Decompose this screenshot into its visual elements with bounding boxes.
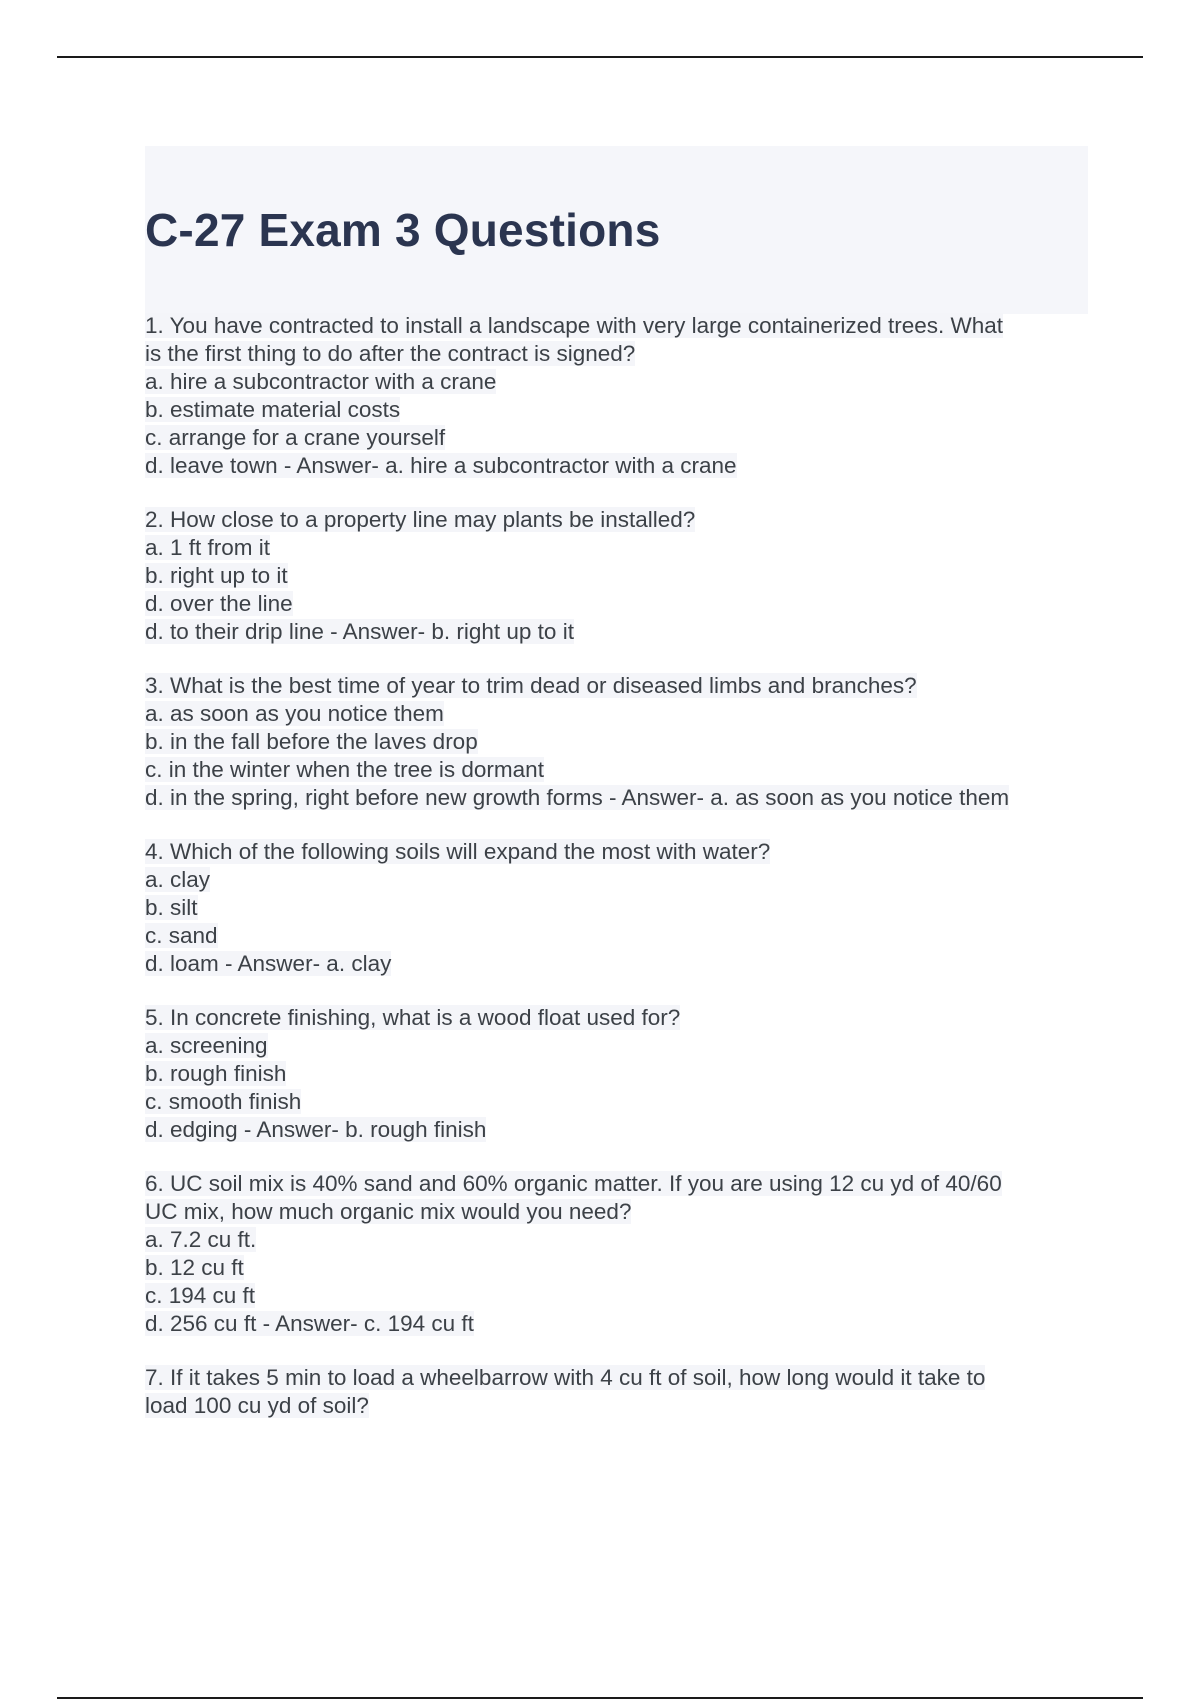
question-line bbox=[145, 950, 1095, 978]
question-line bbox=[145, 1032, 1095, 1060]
question-line bbox=[145, 1392, 1095, 1420]
question-line-text: d. leave town - Answer- a. hire a subcontractor with a crane bbox=[145, 453, 737, 478]
question-line-text: b. right up to it bbox=[145, 563, 288, 588]
question-line-text: d. over the line bbox=[145, 591, 293, 616]
question-line bbox=[145, 534, 1095, 562]
question-line-text: d. 256 cu ft - Answer- c. 194 cu ft bbox=[145, 1311, 474, 1336]
question-line-text: a. 7.2 cu ft. bbox=[145, 1227, 257, 1252]
question-line-text: 4. Which of the following soils will expand the most with water? bbox=[145, 839, 771, 864]
question-line-text: c. 194 cu ft bbox=[145, 1283, 256, 1308]
question-text bbox=[145, 672, 1095, 700]
question-line-text: is the first thing to do after the contract is signed? bbox=[145, 341, 636, 366]
question-line-text: d. in the spring, right before new growth forms - Answer- a. as soon as you notice them bbox=[145, 785, 1010, 810]
question-line bbox=[145, 1282, 1095, 1310]
question-line-text: b. 12 cu ft bbox=[145, 1255, 244, 1280]
question-line-text: c. arrange for a crane yourself bbox=[145, 425, 446, 450]
page-title: C-27 Exam 3 Questions bbox=[145, 204, 661, 256]
question-line bbox=[145, 1254, 1095, 1282]
question-line bbox=[145, 700, 1095, 728]
question-line bbox=[145, 618, 1095, 646]
question-line-text: c. in the winter when the tree is dormant bbox=[145, 757, 544, 782]
question-line bbox=[145, 1060, 1095, 1088]
question-line bbox=[145, 894, 1095, 922]
question-text bbox=[145, 1004, 1095, 1032]
question-line bbox=[145, 1116, 1095, 1144]
question-line-text: b. silt bbox=[145, 895, 198, 920]
question-line-text: a. hire a subcontractor with a crane bbox=[145, 369, 497, 394]
question-line-text: 7. If it takes 5 min to load a wheelbarrow with 4 cu ft of soil, how long would it take to bbox=[145, 1365, 986, 1390]
question-line-text: a. 1 ft from it bbox=[145, 535, 271, 560]
question-block bbox=[145, 1170, 1095, 1338]
question-line-text: 1. You have contracted to install a landscape with very large containerized trees. What bbox=[145, 313, 1003, 338]
question-line-text: a. clay bbox=[145, 867, 211, 892]
question-line bbox=[145, 562, 1095, 590]
question-line bbox=[145, 590, 1095, 618]
question-line-text: UC mix, how much organic mix would you need? bbox=[145, 1199, 632, 1224]
question-block bbox=[145, 506, 1095, 646]
question-line-text: b. in the fall before the laves drop bbox=[145, 729, 478, 754]
question-line bbox=[145, 1088, 1095, 1116]
question-block bbox=[145, 838, 1095, 978]
question-block bbox=[145, 1364, 1095, 1420]
question-line bbox=[145, 784, 1095, 812]
question-line bbox=[145, 922, 1095, 950]
question-line-text: b. rough finish bbox=[145, 1061, 287, 1086]
question-list bbox=[145, 312, 1095, 1446]
question-line bbox=[145, 866, 1095, 894]
question-line-text: 5. In concrete finishing, what is a wood float used for? bbox=[145, 1005, 681, 1030]
question-block bbox=[145, 1004, 1095, 1144]
question-text bbox=[145, 838, 1095, 866]
question-line bbox=[145, 728, 1095, 756]
question-block bbox=[145, 312, 1095, 480]
top-divider bbox=[57, 56, 1143, 58]
question-block bbox=[145, 672, 1095, 812]
question-line-text: a. screening bbox=[145, 1033, 268, 1058]
question-line bbox=[145, 1198, 1095, 1226]
question-line bbox=[145, 368, 1095, 396]
question-text bbox=[145, 1364, 1095, 1392]
question-line-text: load 100 cu yd of soil? bbox=[145, 1393, 369, 1418]
question-line-text: 3. What is the best time of year to trim dead or diseased limbs and branches? bbox=[145, 673, 917, 698]
question-line-text: c. sand bbox=[145, 923, 218, 948]
question-line bbox=[145, 1310, 1095, 1338]
question-line-text: d. loam - Answer- a. clay bbox=[145, 951, 392, 976]
question-text bbox=[145, 506, 1095, 534]
question-line bbox=[145, 1226, 1095, 1254]
question-line bbox=[145, 756, 1095, 784]
bottom-divider bbox=[57, 1697, 1143, 1699]
question-line bbox=[145, 340, 1095, 368]
question-line-text: d. edging - Answer- b. rough finish bbox=[145, 1117, 487, 1142]
question-line-text: a. as soon as you notice them bbox=[145, 701, 444, 726]
question-line bbox=[145, 452, 1095, 480]
question-line-text: d. to their drip line - Answer- b. right up to it bbox=[145, 619, 574, 644]
question-line bbox=[145, 424, 1095, 452]
question-text bbox=[145, 1170, 1095, 1198]
question-line bbox=[145, 396, 1095, 424]
question-line-text: 2. How close to a property line may plants be installed? bbox=[145, 507, 696, 532]
question-line-text: b. estimate material costs bbox=[145, 397, 401, 422]
question-line-text: 6. UC soil mix is 40% sand and 60% organic matter. If you are using 12 cu yd of 40/60 bbox=[145, 1171, 1002, 1196]
question-line-text: c. smooth finish bbox=[145, 1089, 302, 1114]
question-text bbox=[145, 312, 1095, 340]
